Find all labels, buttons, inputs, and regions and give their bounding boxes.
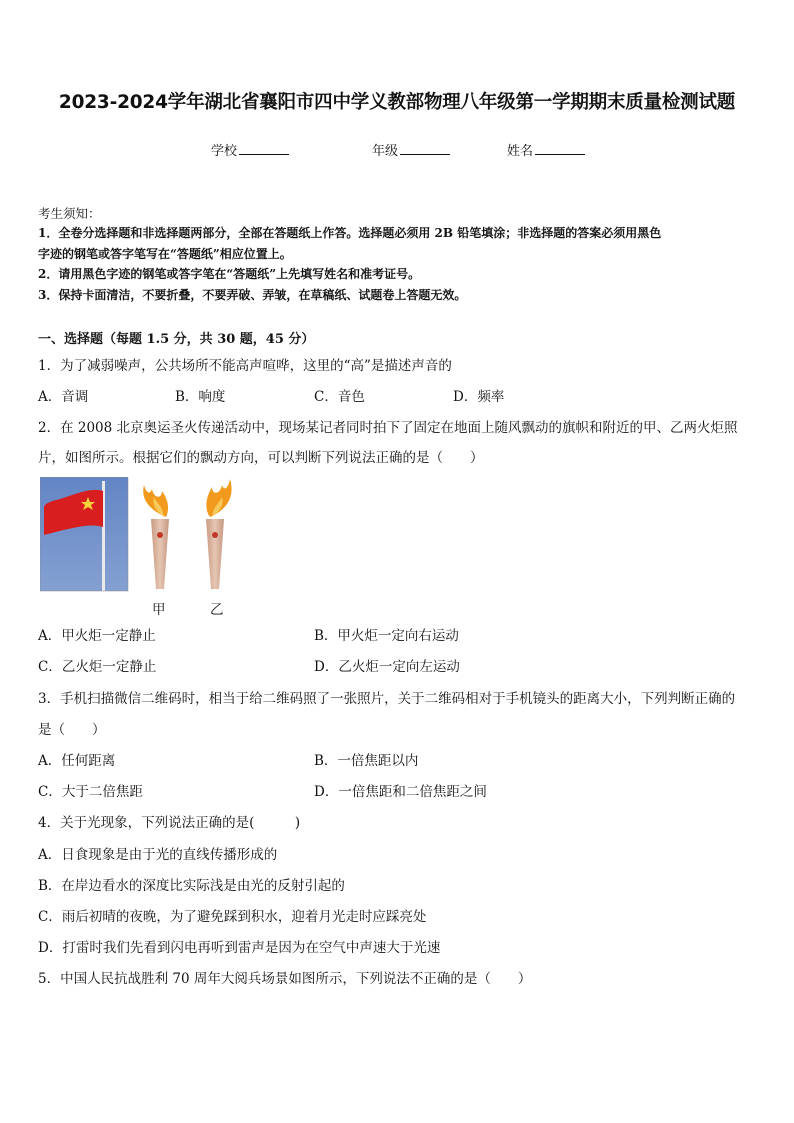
notice-heading: 考生须知：: [38, 206, 101, 221]
q3-option-d[interactable]: D．一倍焦距和二倍焦距之间: [314, 784, 487, 800]
q4-option-c[interactable]: C．雨后初晴的夜晚，为了避免踩到积水，迎着月光走时应踩亮处: [38, 909, 427, 925]
torch-yi-body: [206, 519, 224, 589]
flag-photo: [40, 477, 128, 591]
name-field: [507, 140, 585, 159]
q4-option-a[interactable]: A．日食现象是由于光的直线传播形成的: [38, 847, 278, 863]
name-blank[interactable]: [535, 142, 585, 155]
q2-option-c[interactable]: C．乙火炬一定静止: [38, 659, 157, 675]
q3-stem-line-1: 3．手机扫描微信二维码时，相当于给二维码照了一张照片，关于二维码相对于手机镜头的距离大小，下列判断正确的: [38, 691, 736, 707]
school-label: 学校: [211, 144, 238, 159]
torch-jia: [143, 485, 169, 589]
q1-stem: 1．为了减弱噪声，公共场所不能高声喧哗，这里的“高”是描述声音的: [38, 358, 452, 374]
q3-option-b[interactable]: B．一倍焦距以内: [314, 753, 419, 769]
school-field: [211, 140, 289, 159]
q3-stem-line-2: 是（ ）: [38, 722, 106, 738]
q1-option-c[interactable]: C．音色: [314, 389, 365, 405]
torch-yi-label: 乙: [210, 602, 224, 618]
torch-jia-label: 甲: [152, 602, 166, 618]
q2-stem-line-2: 片，如图所示。根据它们的飘动方向，可以判断下列说法正确的是（ ）: [38, 450, 484, 466]
torch-jia-body: [151, 519, 169, 589]
school-blank[interactable]: [239, 142, 289, 155]
q2-option-d[interactable]: D．乙火炬一定向左运动: [314, 659, 460, 675]
q4-option-d[interactable]: D．打雷时我们先看到闪电再听到雷声是因为在空气中声速大于光速: [38, 940, 441, 956]
notice-line-3: 2．请用黑色字迹的钢笔或答字笔在“答题纸”上先填写姓名和准考证号。: [38, 267, 421, 281]
notice-line-4: 3．保持卡面清洁，不要折叠，不要弄破、弄皱，在草稿纸、试题卷上答题无效。: [38, 288, 467, 302]
grade-blank[interactable]: [400, 142, 450, 155]
q1-option-b[interactable]: B．响度: [175, 389, 226, 405]
flame-yi-icon: [206, 479, 231, 517]
q4-stem: 4．关于光现象，下列说法正确的是( ): [38, 815, 301, 831]
q2-stem-line-1: 2．在 2008 北京奥运圣火传递活动中，现场某记者同时拍下了固定在地面上随风飘动的旗帜和附近的甲、乙两火炬照: [38, 420, 738, 436]
notice-line-2: 字迹的钢笔或答字笔写在“答题纸”相应位置上。: [38, 247, 292, 261]
q3-option-c[interactable]: C．大于二倍焦距: [38, 784, 143, 800]
q1-option-d[interactable]: D．频率: [453, 389, 505, 405]
grade-label: 年级: [372, 144, 399, 159]
q2-figure: [40, 477, 240, 595]
q5-stem: 5．中国人民抗战胜利 70 周年大阅兵场景如图所示，下列说法不正确的是（ ）: [38, 971, 532, 987]
name-label: 姓名: [507, 144, 534, 159]
notice-line-1: 1．全卷分选择题和非选择题两部分，全部在答题纸上作答。选择题必须用 2B 铅笔填涂；非选择题的答案必须用黑色: [38, 226, 662, 240]
section-heading: 一、选择题（每题 1.5 分，共 30 题，45 分）: [38, 332, 315, 347]
q2-option-b[interactable]: B．甲火炬一定向右运动: [314, 628, 459, 644]
q2-option-a[interactable]: A．甲火炬一定静止: [38, 628, 156, 644]
torch-yi: [206, 479, 232, 589]
grade-field: [372, 140, 450, 159]
q3-option-a[interactable]: A．任何距离: [38, 753, 116, 769]
page-title: 2023-2024学年湖北省襄阳市四中学义教部物理八年级第一学期期末质量检测试题: [58, 92, 736, 113]
q4-option-b[interactable]: B．在岸边看水的深度比实际浅是由光的反射引起的: [38, 878, 345, 894]
q1-option-a[interactable]: A．音调: [38, 389, 89, 405]
